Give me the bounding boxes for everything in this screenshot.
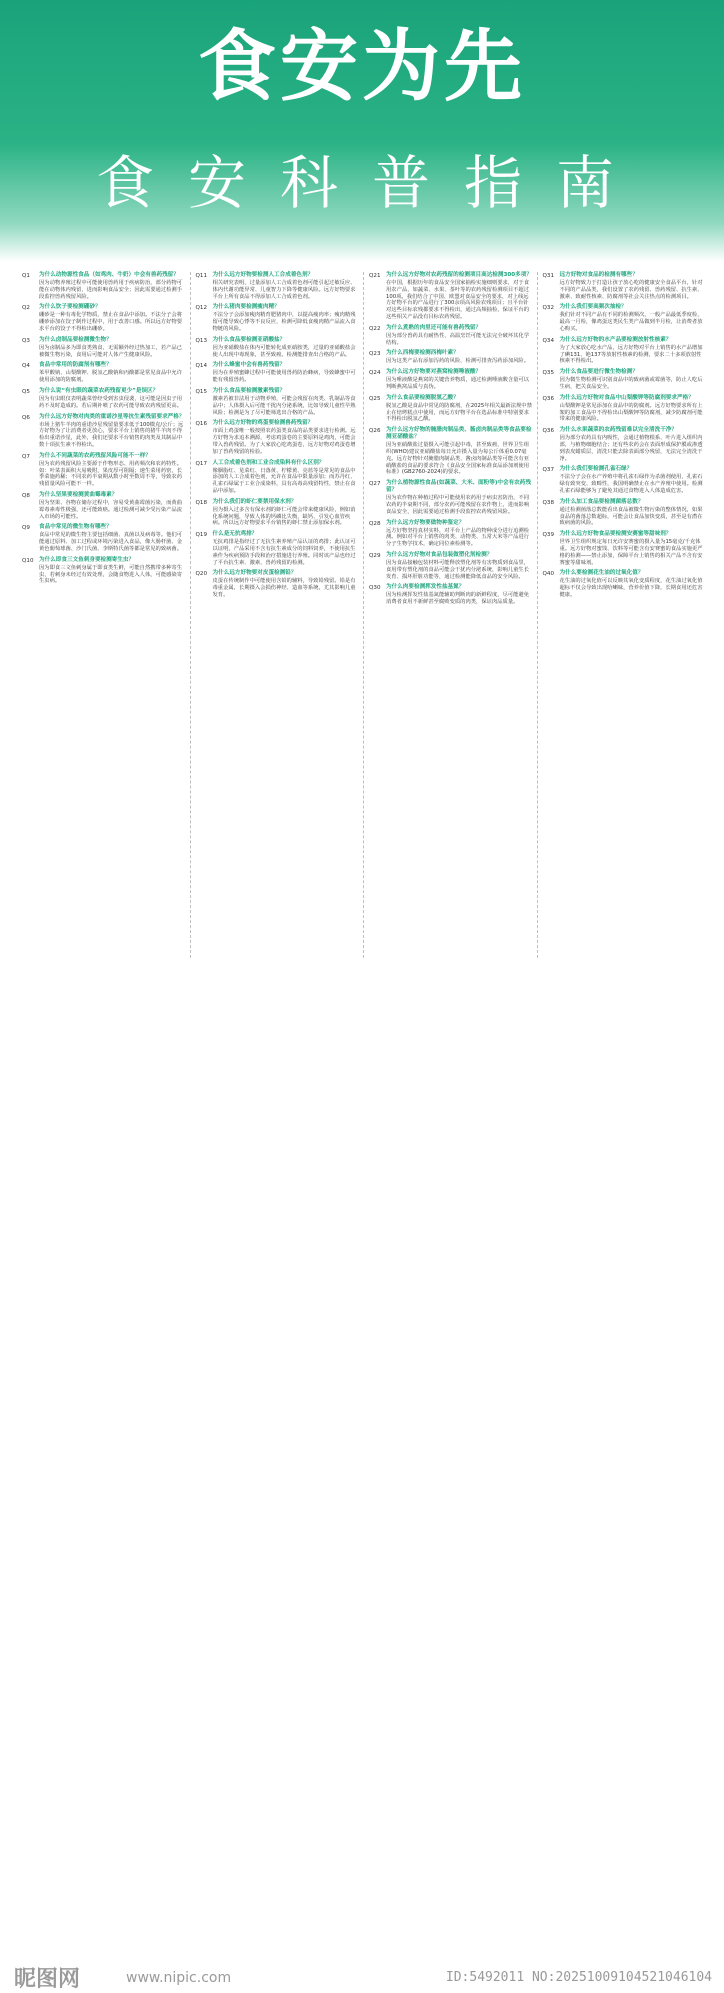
answer-text: 因为动物养殖过程中可能使用兽药用于疾病防治，部分药物可能在动物体内残留，进而影响食品安全；因此需要通过检测手段监控兽药残留风险。 [39,280,183,300]
qa-column [22,272,186,958]
question-title: 什么是无抗鸡排？ [212,531,258,538]
qa-item [369,520,533,548]
question-number: Q2 [22,305,30,312]
qa-item [22,337,186,359]
question-title: 为什么猪肉要检测瘦肉精？ [212,304,280,311]
question-number: Q39 [542,532,555,539]
watermark-id: ID:5492011 NO:20251009104521046104 [445,1970,712,1985]
qa-column [543,272,707,958]
answer-text: 因为亚硝酸盐在体内可能转化成亚硝胺类，过量的亚硝酸盐会使人出现中毒现象，甚至致癌。检测能排查出合格的产品。 [212,344,356,358]
answer-text: 因为卤制品多为即食类熟食，无需额外经过热加工，若产品已被微生物污染，食用后可能对人体产生健康风险。 [39,344,183,358]
answer-text: 市场上猪牛羊肉的重诺沙星残留量要求低于100微克/公斤；远方好物为了让消费者更放心，要求平台上销售的猪牛羊肉不得检出重诺沙星，此外，我们还要求平台销售的肉类及其制品中数十项抗生素不得检出。 [39,421,184,448]
answer-text: 不法分子会添加瘦肉精育肥猪肉中，以提高瘦肉率；瘦肉精残留可能导致心悸等不良反应，检测可降低食瘦肉精产品流入食物链的风险。 [212,312,356,332]
question-title: 为什么不同蔬菜的农药残留风险可能不一样？ [39,452,151,459]
answer-text: 因为在养殖蜜蜂过程中可能使用兽药防治蜂病，导致蜂蜜中可能有残留兽药。 [212,370,356,384]
qa-body [386,369,533,391]
qa-item [369,325,533,347]
question-number: Q12 [195,305,208,312]
question-number: Q15 [195,388,208,395]
qa-item [196,272,360,300]
answer-text: 激素若被非法用于动物养殖，可能会残留在肉类、乳制品等食品中；人体摄入后可能干扰内分泌系统，比如导致儿童性早熟风险；检测是为了尽可能筛选出合格的产品。 [212,395,356,416]
question-title: 为什么加工食品要检测菌落总数？ [559,498,644,505]
question-title: 为什么水果蔬菜的农药残留难以完全清洗干净？ [559,427,677,434]
question-title: 为什么远方好物的水产品要检测放射性核素？ [559,336,672,343]
question-title: 为什么食品要检测亚硝酸盐？ [212,336,286,343]
question-number: Q21 [369,273,381,279]
answer-text: 因为这类产品有添加泻药的风险，检测可排查泻药添加风险。 [386,358,530,365]
qa-item [196,388,360,416]
question-number: Q16 [195,421,208,428]
qa-body [213,420,360,455]
answer-text: 市面上鸡蛋唯一般按照农药蛋类食品的品类要求进行检测。远方好物为求追本溯源，考虑鸡蛋卷的主要原料是鸡肉，可能会带入兽药残留。为了大家放心吃鸡蛋卷，远方好物对鸡蛋卷增加了兽药残留的检验。 [212,428,356,455]
qa-item [543,369,707,391]
answer-text: 因为部分兽药具有耐热性，高温烹饪可能无法完全破坏其化学结构。 [386,332,530,346]
qa-body [39,304,186,332]
qa-item [369,552,533,580]
watermark-brand: 昵图网 [14,1967,81,1992]
question-number: Q35 [542,370,555,377]
question-number: Q13 [195,337,208,344]
qa-body [213,304,360,332]
answer-text: 脱氢乙酸是食品中常见的防腐剂，在2025年相关最新法规中禁止在焙烤糕点中使用，而远方好物平台在选品标准中特别要求不得检出脱氢乙酸。 [386,402,532,423]
question-number: Q32 [542,305,555,312]
answer-text: 因为即食三文鱼刺身属于即食类生鲜，可能自然携带多种寄生虫，若刺身未经过有效处理，会随食物进入人体，可能感染寄生虫病。 [39,564,183,585]
answer-text: 世界卫生组织规定每日允许安赛蜜的摄入量为15毫克/千克体重。远方好物对蜜饯、饮料等可能含有安赛蜜的食品实施更严格的检测——禁止添加，保障平台上销售的相关产品不含有安赛蜜等甜味剂。 [559,539,703,566]
question-title: 为什么卤制品要检测微生物？ [39,336,112,343]
qa-item [543,570,707,598]
qa-body [213,362,360,384]
qa-item [196,460,360,495]
qa-item [196,531,360,566]
question-number: Q6 [22,414,30,421]
answer-text: 山梨酸钾是常见添加在食品中的防腐剂。远方好物要求所有上架的加工食品中不得检出山梨酸钾等防腐剂，减少防腐剂可能带来的健康风险。 [559,402,703,423]
question-number: Q11 [195,273,208,279]
qa-item [543,531,707,566]
qa-body [39,337,186,359]
answer-text: 花生油的过氧化值可以反映其氧化变质程度，花生油过氧化值超标不仅会导致出现哈喇味，营养价值下降，长期食用还危害健康。 [559,578,703,598]
question-title: 为什么煮熟的肉里还可能有兽药残留？ [386,324,482,331]
qa-body [560,395,707,423]
qa-body [560,570,707,598]
answer-text: 无抗鸡排是指经过了无抗生素养殖产品认证的鸡排；此认证可以证明，产品采用不含有抗生素成分的饲料饲养，不使用抗生素作为疾病预防手段和治疗措施进行养殖。同时该产品也经过了平台抗生素、激素、兽药残留的检测。 [212,539,356,566]
qa-item [543,395,707,423]
qa-item [369,584,533,606]
page-subtitle: 食安科普指南 [95,149,648,217]
answer-text: 因为有虫眼仅表明蔬菜曾经受到害虫侵袭，这可能是因虫子用药不及时造成的。若后期补喷了农药可能导致农药残留更高。 [39,395,183,409]
qa-body [560,337,707,365]
qa-item [22,272,186,300]
question-number: Q1 [22,273,30,279]
qa-body [213,388,360,416]
qa-item [22,304,186,332]
question-title: 为什么远方好物要对皮蛋检测铅？ [212,570,297,577]
question-number: Q10 [22,557,34,564]
answer-text: 通过检测菌落总数能看出食品被微生物污染的整体情况，如果食品的菌落总数超标，可能会让食品加快变质，甚至是有潜在致病菌的风险。 [559,506,703,527]
question-number: Q20 [195,571,208,578]
question-title: 为什么我们的虾仁要禁用保水剂？ [212,498,297,505]
question-title: 为什么肉要检测挥发性盐基氮？ [386,584,465,591]
qa-body [39,388,186,410]
question-number: Q29 [369,552,381,559]
qa-body [386,480,533,515]
header-banner [0,0,724,262]
qa-body [560,304,707,332]
answer-text: 因为摄入过多含有保水剂的虾仁可能会带来健康风险，例如消化系统问题，导致人体的钙磷比失衡，缺钙、引发心血管疾病。所以远方好物要求平台销售的虾仁禁止添加保水剂。 [212,506,356,527]
answer-text: 因为唾液酸是燕窝的关键营养物质，通过检测唾液酸含量可以判断燕窝品质与真伪。 [386,377,530,390]
qa-item [369,369,533,391]
qa-body [213,531,360,566]
question-number: Q37 [542,467,555,474]
question-title: 为什么远方好物的鸡蛋要检测兽药残留？ [212,420,314,427]
question-title: 为什么动物源性食品（如鸡肉、牛奶）中会有兽药残留？ [39,272,179,278]
qa-body [213,272,360,300]
qa-item [369,350,533,365]
question-number: Q25 [369,395,381,402]
qa-column [196,272,360,958]
question-title: 为什么食品要检测激素残留？ [212,387,286,394]
answer-text: 因为微生物检测可识别食品中的致病菌或霉菌等，防止人吃后生病，把关食品安全。 [559,377,703,390]
question-title: 为什么远方好物要对燕窝检测唾液酸？ [386,369,482,376]
qa-item [543,499,707,527]
answer-text: 因为食品接触包装材料可能释放塑化剂等有害物质到食品里，食用带有塑化剂的食品可能会干扰内分泌系统，影响儿童生长发育、损坏肝脏功能等，通过检测能降低食品的安全风险。 [386,559,530,580]
question-number: Q18 [195,499,208,506]
question-title: 为什么远方好物要做物种鉴定？ [386,519,465,526]
question-title: 食品中常用的防腐剂有哪些？ [39,362,112,369]
question-number: Q30 [369,585,381,592]
question-title: 为什么食品要检测脱氢乙酸？ [386,394,459,401]
question-number: Q36 [542,428,555,435]
answer-text: 我们针对不同产品有不同的检测频次，一般产品最低季度检，最高一月检，像鸡蛋这类民生类产品做到半月检，让消费者放心购买。 [559,312,703,332]
qa-body [39,557,186,585]
question-number: Q36 [542,395,555,402]
question-title: 为什么我们要高频次抽检？ [559,304,627,311]
answer-text: 远方好物坚持真材实料，对平台上产品的物种成分进行追溯检测。例如对平台上销售的肉类、动物类、五常大米等产品进行分子生物学技术，确定同位素检测等。 [386,527,530,548]
question-number: Q28 [369,520,381,527]
qa-item [196,570,360,598]
answer-text: 相关研究表明，过量添加人工合成着色剂可能引起过敏反应、体内代谢功能异常、儿童智力下降等健康风险。远方好物要求平台上所有食品不得添加人工合成着色剂。 [212,280,356,300]
qa-item [543,427,707,462]
qa-item [22,492,186,520]
question-number: Q9 [22,525,30,532]
qa-body [39,362,186,384]
question-title: 为什么远方好物对食品包装做塑化剂检测？ [386,551,493,558]
qa-body [386,350,533,365]
answer-text: 苯甲酸钠、山梨酸钾、脱氢乙酸钠和丙酸都是常见食品中允许使用添加的防腐剂。 [39,370,183,384]
qa-item [22,557,186,585]
qa-item [543,304,707,332]
qa-item [543,337,707,365]
qa-body [560,466,707,494]
question-title: 食品中常见的微生物有哪些？ [39,524,112,531]
qa-body [386,427,533,476]
question-title: 为什么坚果要检测黄曲霉毒素？ [39,491,118,498]
question-number: Q23 [369,351,381,358]
question-number: Q19 [195,532,208,539]
question-number: Q40 [542,571,555,578]
qa-item [196,304,360,332]
question-title: 为什么即食三文鱼刺身要检测寄生虫？ [39,556,135,563]
qa-item [196,337,360,359]
question-number: Q22 [369,325,381,332]
qa-item [369,272,533,321]
answer-text: 因为农药残留风险主要源于作物形态、用药频次和农药特性。如：叶菜表面积大易吸附，果皮厚可阻隔；速生菜用药密，长季菜施药稀；不同农药半衰期从数小时至数周不等，导致农药残留量风险可能不一样。 [39,460,183,488]
qa-body [560,499,707,527]
qa-body [213,570,360,598]
qa-item [22,362,186,384]
watermark-url: www.nipic.com [126,1970,232,1986]
qa-body [386,272,533,321]
question-number: Q8 [22,492,30,499]
qa-body [386,584,533,606]
qa-body [560,427,707,462]
qa-item [196,420,360,455]
answer-text: 因为检测挥发性盐基氮能辅助判断肉的新鲜程度，尽可能避免消费者食用不新鲜甚至腐败变质的肉类，保证肉品质量。 [386,592,530,606]
answer-text: 在中国，根据历年的食品安全国家抽检实施细则要求，对于食用农产品，如蔬菜、水果、茶叶等的农药残留检测项目不超过100项。我们结合了中国、欧盟对食品安全的要求，对上线远方好物平台的产品进行了300余项高风险农残项目；且平台针对这些目标农残都要求不得检出，通过高频抽检，保证平台的这些相关产品没有目标农药残留。 [386,280,530,320]
question-title: 为什么食品要进行微生物检测？ [559,369,638,376]
answer-text: 远方好物致力于打造让孩子放心吃的健康安全食品平台，针对不同的产品品类，我们设置了农药残留、兽药残留、抗生素、激素、致耐性核素、防腐剂等社会关注热点的检测项目。 [559,280,703,300]
qa-item [369,395,533,423]
question-number: Q27 [369,481,381,488]
question-title: 为什么蜂蜜中会有兽药残留？ [212,362,286,369]
qa-body [39,492,186,520]
page-title: 食安为先 [197,21,526,112]
question-title: 为什么西梅要检测西梅叶素？ [386,350,459,357]
question-title: 为什么远方好物对食品中山梨酸钾等防腐剂要求严格？ [559,394,694,401]
qa-item [196,362,360,384]
qa-body [39,414,186,449]
question-number: Q5 [22,388,30,395]
qa-item [543,272,707,300]
answer-text: 像胭脂红、苋菜红、日落黄、柠檬黄、亮蓝等是常见的食品中添加的人工合成着色剂，允许在食品中限量添加；而苏丹红、孔雀石绿属于工业合成染料，具有高毒高残留特性，禁止在食品中添加。 [212,467,356,494]
qa-column [369,272,533,958]
qa-body [386,395,533,423]
answer-text: 为了大家放心吃水产品，远方好物对平台上销售的水产品增加了碘131、铯137等放射性核素的检测，要求二十多项放射性核素不得检出。 [559,344,703,365]
qa-item [369,480,533,515]
qa-body [560,272,707,300]
answer-text: 皮蛋在传统制作中可能使用含铅的辅料，导致铅残留。铅是有毒重金属，长期摄入会损伤神经、造血等系统，尤其影响儿童发育。 [212,578,356,598]
question-number: Q14 [195,363,208,370]
question-title: 为什么远方好物对肉类的重诺沙星等抗生素残留要求严格？ [39,413,185,420]
question-number: Q17 [195,460,208,467]
qa-body [39,272,186,300]
question-number: Q4 [22,363,30,370]
answer-text: 因为农作物在种植过程中可能使用农药用于病虫害防治，不同农药的半衰期不同，部分农药可能残留在农作物上，进而影响食品安全，因此需要通过检测手段监控农药残留风险。 [386,495,530,515]
question-title: 为什么植物源性食品(如蔬菜、大米、面粉等)中会有农药残留？ [386,480,531,494]
question-number: Q34 [542,337,555,344]
qa-body [39,453,186,488]
qa-body [560,369,707,391]
question-number: Q3 [22,337,30,344]
question-title: 为什么远方好物的腌腊肉制品类、酱卤肉制品类等食品要检测亚硝酸盐？ [386,427,532,441]
qa-body [560,531,707,566]
question-number: Q38 [542,499,555,506]
qa-body [213,337,360,359]
qa-body [386,520,533,548]
question-number: Q31 [542,273,555,279]
question-title: 为什么饮子要检测硼砂？ [39,304,101,311]
qa-item [22,524,186,552]
qa-grid [22,272,706,958]
answer-text: 食品中常见的微生物主要包括细菌、真菌以及病毒等。他们可能通过原料、加工过程或环境污染进入食品，像大肠杆菌、金黄色葡萄球菌、沙门氏菌、李斯特氏菌等都是常见的致病菌。 [39,532,183,552]
answer-text: 因为亚硝酸盐过量摄入可能引起中毒，甚至致癌，世界卫生组织(WHO)建议亚硝酸盐每日允许摄入量为每公斤体重0.07毫克。远方好物针对腌腊肉制品类、酱卤肉制品类等可能含有亚硝酸盐的食品的要求符合《食品安全国家标准食品添加剂使用标准》(GB2760-2024)的要求。 [386,442,530,476]
question-title: 为什么要检测花生油的过氧化值？ [559,570,644,577]
question-title: 人工合成着色剂和工业合成染料有什么区别？ [212,459,325,466]
question-number: Q24 [369,370,381,377]
question-title: 为什么远方好物食品要检测安赛蜜等甜味剂？ [559,531,672,538]
answer-text: 因为坚果、谷物在储存过程中，容易受黄曲霉菌污染，而黄曲霉毒素毒性极强，还可能致癌。通过检测可减少受污染产品流入市场的可能性。 [39,499,183,520]
question-number: Q26 [369,428,381,435]
qa-body [386,552,533,580]
qa-item [369,427,533,476]
qa-item [22,388,186,410]
qa-body [213,499,360,527]
qa-body [386,325,533,347]
answer-text: 硼砂是一种有毒化学物质，禁止在食品中添加。不法分子会将硼砂添加在饺子制作过程中，用于改善口感。所以远方好物要求平台的饺子不得检出硼砂。 [39,312,183,332]
question-title: 远方好物对食品的检测有哪些？ [559,272,638,278]
qa-item [22,453,186,488]
question-title: 为什么远方好物对农药残留的检测项目高达检测300多项？ [386,272,532,278]
qa-item [22,414,186,449]
qa-body [39,524,186,552]
question-number: Q7 [22,453,30,460]
answer-text: 不法分子会在水产养殖中将孔雀石绿作为杀菌剂使用，孔雀石绿有致突变、致畸性，我国明确禁止在水产养殖中使用。检测孔雀石绿能够为了避免其通过食物进入人体造成危害。 [559,474,703,494]
qa-item [196,499,360,527]
question-title: 为什么远方好物要检测人工合成着色剂？ [212,272,314,278]
question-title: 为什么说“有虫眼的蔬菜农药残留更少”是误区？ [39,387,159,394]
qa-body [213,460,360,495]
qa-item [543,466,707,494]
answer-text: 因为部分农药具有内吸性，会通过植物根系、叶片进入组织内部，与植物细胞结合；还有些农药会在表面形成保护膜或渗透到表皮蜡质层，清洗只能去除表面部分残留，无法完全清洗干净。 [559,435,703,462]
question-title: 为什么我们要检测孔雀石绿？ [559,466,633,473]
watermark-footer [0,976,724,1992]
